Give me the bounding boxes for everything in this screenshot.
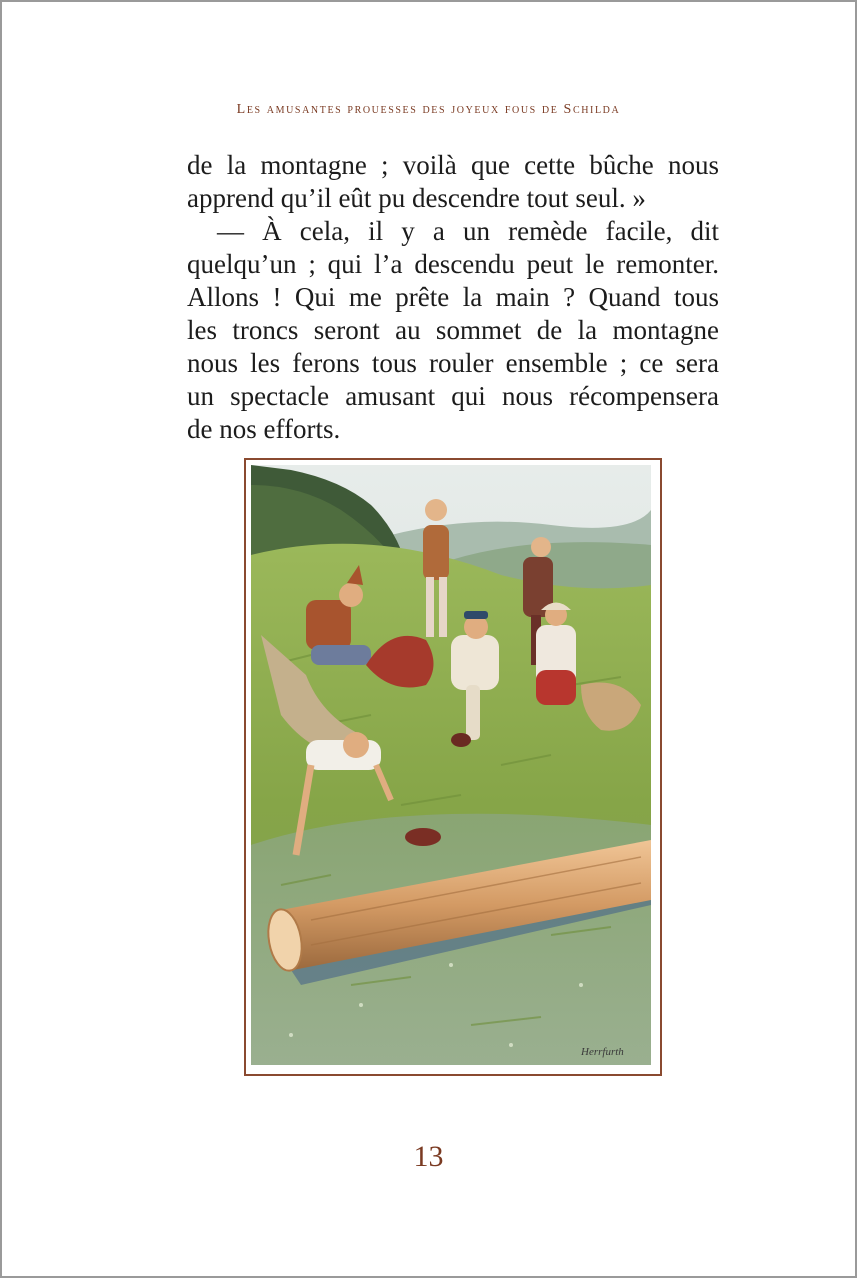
page-number: 13: [413, 1140, 444, 1173]
text-line: un spectacle amusant qui nous récompensera: [187, 381, 719, 411]
text-line: apprend qu’il eût pu descendre tout seul. »: [187, 183, 646, 213]
artist-signature: Herrfurth: [581, 1046, 624, 1058]
text-line: de la montagne ; voilà que cette bûche nous: [187, 150, 719, 180]
illustration: [251, 465, 651, 1065]
text-line: — À cela, il y a un remède facile, dit: [217, 216, 719, 246]
text-line: Allons ! Qui me prête la main ? Quand tous: [187, 282, 719, 312]
illustration-frame: [244, 458, 662, 1076]
running-head: Les amusantes prouesses des joyeux fous de Schilda: [236, 102, 621, 117]
text-line: nous les ferons tous rouler ensemble ; ce sera: [187, 348, 719, 378]
body-text: [187, 149, 719, 446]
text-line: les troncs seront au sommet de la montagne: [187, 315, 719, 345]
text-line: de nos efforts.: [187, 414, 341, 444]
text-line: quelqu’un ; qui l’a descendu peut le remonter.: [187, 249, 719, 279]
